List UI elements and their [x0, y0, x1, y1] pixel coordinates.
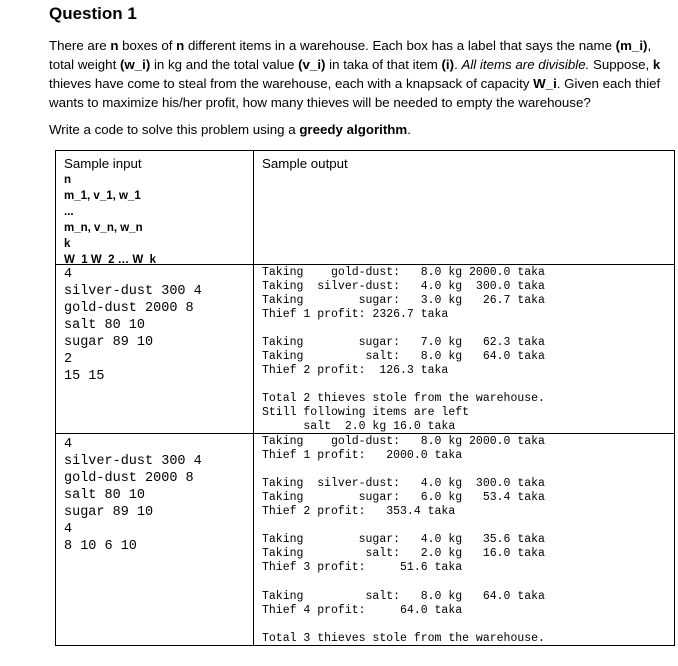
sample-output-header: Sample output	[262, 156, 348, 171]
example2-output-summary: Total 3 thieves stole from the warehouse.	[262, 632, 545, 645]
format-line: m_n, v_n, w_n	[64, 222, 143, 234]
instruction: Write a code to solve this problem using a greedy algorithm.	[49, 122, 411, 137]
input-line: salt 80 10	[64, 488, 146, 503]
example1-output-block: Taking gold-dust: 8.0 kg 2000.0 taka Taking silver-dust: 4.0 kg 300.0 taka Taking sugar: 3.0 kg 26.7 taka Thief 1 profit: 2326.7 taka	[262, 266, 545, 321]
input-line: 8 10 6 10	[64, 539, 137, 554]
example1-output-block: Taking sugar: 7.0 kg 62.3 taka Taking salt: 8.0 kg 64.0 taka Thief 2 profit: 126.3 taka	[262, 336, 545, 377]
table-border-right	[674, 150, 675, 646]
input-line: 4	[64, 267, 73, 282]
input-line: sugar 89 10	[64, 505, 154, 520]
example2-input	[64, 436, 202, 555]
example2-output-block: Taking silver-dust: 4.0 kg 300.0 taka Taking sugar: 6.0 kg 53.4 taka Thief 2 profit: 353.4 taka	[262, 477, 545, 518]
input-line: silver-dust 300 4	[64, 454, 202, 469]
example2-output-block: Taking salt: 8.0 kg 64.0 taka Thief 4 profit: 64.0 taka	[262, 590, 545, 617]
table-divider-vertical	[253, 150, 254, 646]
example1-input	[64, 266, 202, 385]
format-line: n	[64, 174, 72, 186]
input-format	[64, 172, 156, 268]
table-border-left	[55, 150, 56, 646]
input-line: 4	[64, 522, 73, 537]
input-line: 2	[64, 352, 73, 367]
input-line: 4	[64, 437, 73, 452]
format-line: k	[64, 238, 71, 250]
input-line: sugar 89 10	[64, 335, 154, 350]
problem-description: There are n boxes of n different items in a warehouse. Each box has a label that says the name (m_i), total weight (w_i) in kg and the total value (v_i) in taka of that item (i). All items are divisible. Suppose, k thieves have come to steal from the warehouse, each with a knapsack of capacity W_i. Given each thief wants to maximize his/her profit, how many thieves will be needed to empty the warehouse?	[49, 38, 661, 110]
input-line: gold-dust 2000 8	[64, 471, 194, 486]
sample-input-header: Sample input	[64, 156, 142, 171]
format-line: W_1 W_2 … W_k	[64, 254, 157, 266]
format-line: m_1, v_1, w_1	[64, 190, 141, 202]
example1-output-summary: Total 2 thieves stole from the warehouse. Still following items are left salt 2.0 kg 16.0 taka	[262, 392, 545, 433]
sample-table	[55, 150, 675, 646]
input-line: 15 15	[64, 369, 105, 384]
question-title: Question 1	[49, 4, 137, 23]
example2-output-block: Taking gold-dust: 8.0 kg 2000.0 taka Thief 1 profit: 2000.0 taka	[262, 435, 545, 462]
input-line: salt 80 10	[64, 318, 146, 333]
format-line: ...	[64, 206, 74, 218]
example2-output-block: Taking sugar: 4.0 kg 35.6 taka Taking salt: 2.0 kg 16.0 taka Thief 3 profit: 51.6 taka	[262, 533, 545, 574]
input-line: gold-dust 2000 8	[64, 301, 194, 316]
table-border-top	[55, 150, 675, 151]
input-line: silver-dust 300 4	[64, 284, 202, 299]
